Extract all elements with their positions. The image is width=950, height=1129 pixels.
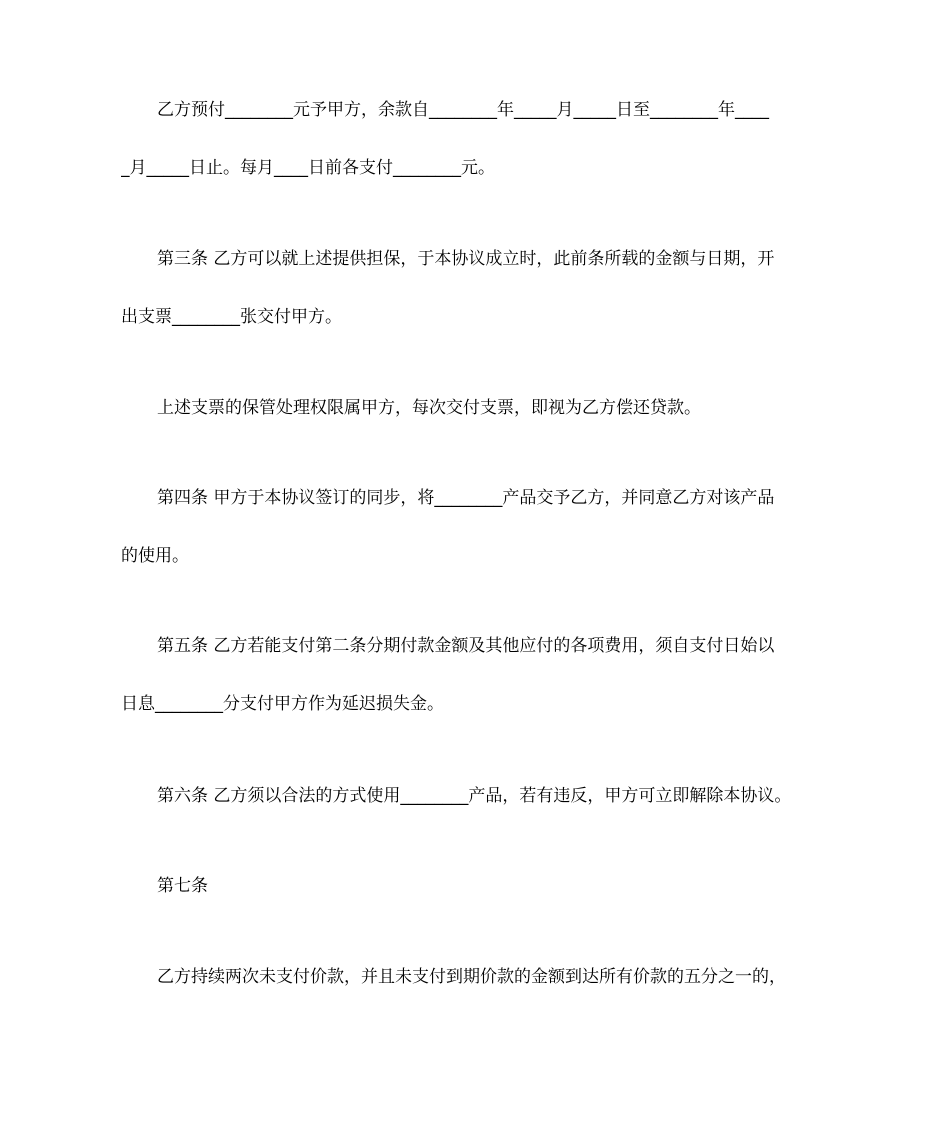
- paragraph-line: 日息________分支付甲方作为延迟损失金。: [121, 694, 444, 714]
- paragraph-line: 第六条 乙方须以合法的方式使用________产品，若有违反，甲方可立即解除本协议。: [157, 786, 792, 806]
- paragraph-line: 上述支票的保管处理权限属甲方，每次交付支票，即视为乙方偿还贷款。: [157, 398, 701, 418]
- paragraph-line: 第四条 甲方于本协议签订的同步，将________产品交予乙方，并同意乙方对该产品: [157, 488, 775, 508]
- paragraph-line: 第五条 乙方若能支付第二条分期付款金额及其他应付的各项费用，须自支付日始以: [157, 636, 775, 656]
- paragraph-line: 乙方预付________元予甲方，余款自________年_____月_____日至________年____: [157, 100, 769, 120]
- paragraph-line: 第三条 乙方可以就上述提供担保，于本协议成立时，此前条所载的金额与日期，开: [157, 249, 775, 269]
- article-heading: 第七条: [157, 876, 208, 896]
- paragraph-line: 的使用。: [121, 546, 189, 566]
- paragraph-line: 出支票________张交付甲方。: [121, 307, 342, 327]
- paragraph-line: _月_____日止。每月____日前各支付________元。: [121, 158, 495, 178]
- paragraph-line: 乙方持续两次未支付价款，并且未支付到期价款的金额到达所有价款的五分之一的，: [157, 967, 786, 987]
